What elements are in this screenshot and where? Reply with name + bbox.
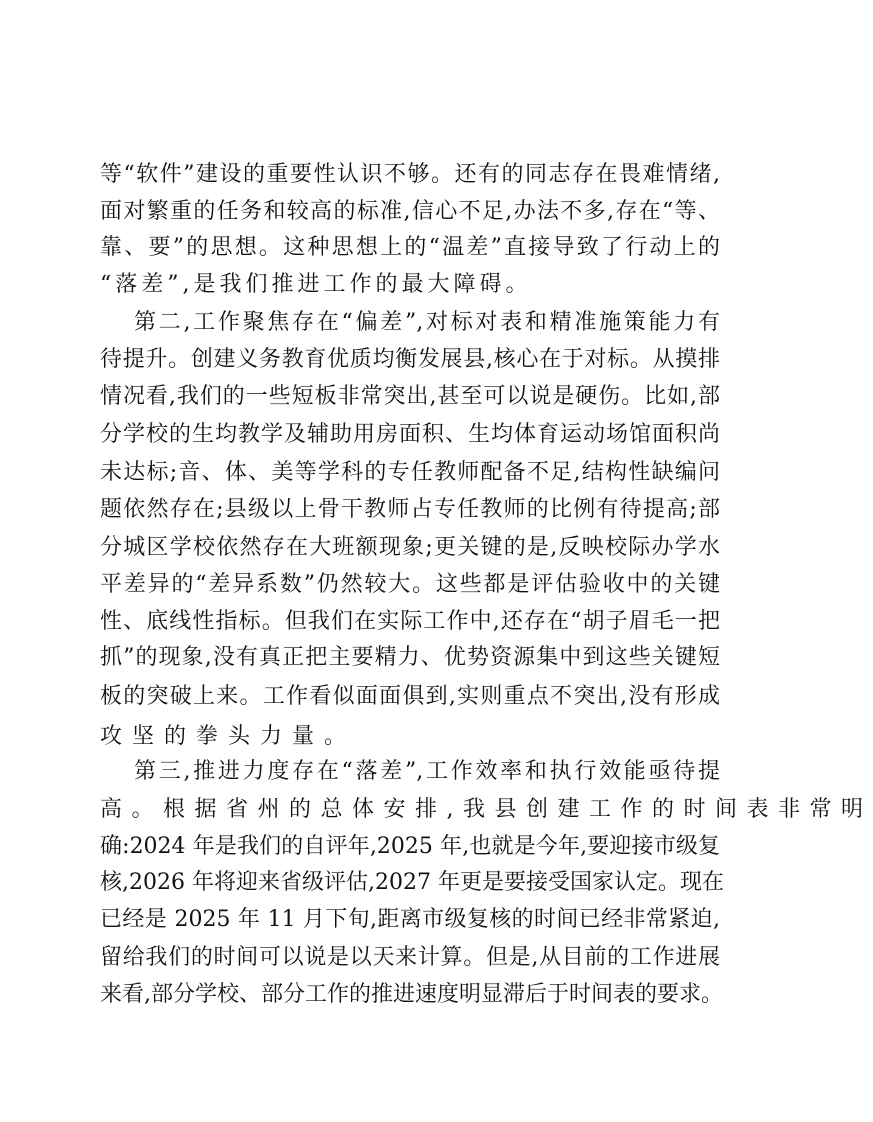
text-line: 待提升。创建义务教育优质均衡发展县,核心在于对标。从摸排 xyxy=(100,347,720,372)
text-line: 第二,工作聚焦存在“偏差”,对标对表和精准施策能力有 xyxy=(134,310,720,335)
text-line: 已经是 2025 年 11 月下旬,距离市级复核的时间已经非常紧迫, xyxy=(100,907,720,932)
text-line: 题依然存在;县级以上骨干教师占专任教师的比例有待提高;部 xyxy=(100,497,720,522)
text-line: 未达标;音、体、美等学科的专任教师配备不足,结构性缺编问 xyxy=(100,460,720,485)
text-line: 分城区学校依然存在大班额现象;更关键的是,反映校际办学水 xyxy=(100,535,720,560)
text-line: 情况看,我们的一些短板非常突出,甚至可以说是硬伤。比如,部 xyxy=(100,384,720,409)
text-line: 来看,部分学校、部分工作的推进速度明显滞后于时间表的要求。 xyxy=(100,982,723,1007)
text-line: 性、底线性指标。但我们在实际工作中,还存在“胡子眉毛一把 xyxy=(100,609,720,634)
text-line: 平差异的“差异系数”仍然较大。这些都是评估验收中的关键 xyxy=(100,572,720,597)
text-line: 面对繁重的任务和较高的标准,信心不足,办法不多,存在“等、 xyxy=(100,199,720,224)
text-line: 分学校的生均教学及辅助用房面积、生均体育运动场馆面积尚 xyxy=(100,422,720,447)
text-line: 高。根据省州的总体安排,我县创建工作的时间表非常明 xyxy=(100,797,873,822)
text-line: 抓”的现象,没有真正把主要精力、优势资源集中到这些关键短 xyxy=(100,645,720,670)
text-line: 核,2026 年将迎来省级评估,2027 年更是要接受国家认定。现在 xyxy=(100,870,724,895)
text-line: 第三,推进力度存在“落差”,工作效率和执行效能亟待提 xyxy=(134,759,720,784)
text-line: 等“软件”建设的重要性认识不够。还有的同志存在畏难情绪, xyxy=(100,162,720,187)
text-line: “落差”,是我们推进工作的最大障碍。 xyxy=(100,272,532,297)
text-line: 确:2024 年是我们的自评年,2025 年,也就是今年,要迎接市级复 xyxy=(100,834,720,859)
text-line: 靠、要”的思想。这种思想上的“温差”直接导致了行动上的 xyxy=(100,235,720,260)
text-line: 攻坚的拳头力量。 xyxy=(100,724,357,749)
text-line: 留给我们的时间可以说是以天来计算。但是,从目前的工作进展 xyxy=(100,945,720,970)
text-line: 板的突破上来。工作看似面面俱到,实则重点不突出,没有形成 xyxy=(100,684,720,709)
